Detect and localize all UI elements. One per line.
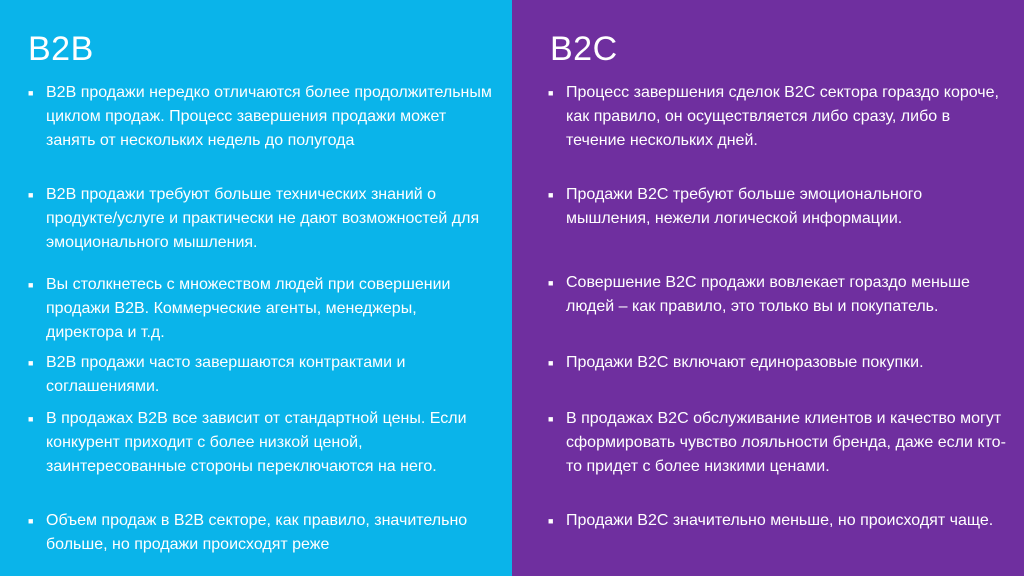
bullet-text: В продажах B2C обслуживание клиентов и качество могут сформировать чувство лояльности бренда, даже если кто-то придет с более низкими ценами. xyxy=(566,410,1006,475)
bullet-text: Процесс завершения сделок B2C сектора гораздо короче, как правило, он осуществляется либо сразу, либо в течение нескольких дней. xyxy=(566,84,999,149)
b2b-bullet-5 xyxy=(28,407,498,479)
b2c-bullet-6 xyxy=(548,509,1008,533)
bullet-square-icon: ■ xyxy=(28,414,34,424)
b2b-bullet-3 xyxy=(28,273,498,345)
bullet-text: Продажи B2C требуют больше эмоционального мышления, нежели логической информации. xyxy=(566,186,923,227)
b2c-bullet-2 xyxy=(548,183,1008,231)
b2b-bullet-2 xyxy=(28,183,498,255)
b2c-heading: B2C xyxy=(550,30,618,68)
b2c-bullet-5 xyxy=(548,407,1008,479)
bullet-square-icon: ■ xyxy=(548,88,554,98)
bullet-square-icon: ■ xyxy=(548,414,554,424)
b2c-panel xyxy=(512,0,1024,576)
b2c-bullet-3 xyxy=(548,271,1008,319)
bullet-square-icon: ■ xyxy=(28,280,34,290)
bullet-square-icon: ■ xyxy=(28,358,34,368)
bullet-text: В продажах B2B все зависит от стандартной цены. Если конкурент приходит с более низкой ценой, заинтересованные стороны переключаются на него. xyxy=(46,410,467,475)
b2c-bullet-1 xyxy=(548,81,1008,153)
bullet-text: Продажи B2C значительно меньше, но происходят чаще. xyxy=(566,512,994,529)
b2b-bullet-4 xyxy=(28,351,498,399)
bullet-square-icon: ■ xyxy=(548,190,554,200)
b2b-bullet-6 xyxy=(28,509,498,557)
b2c-bullet-4 xyxy=(548,351,1008,375)
b2b-bullet-1 xyxy=(28,81,498,153)
bullet-text: B2B продажи требуют больше технических знаний о продукте/услуге и практически не дают возможностей для эмоционального мышления. xyxy=(46,186,480,251)
bullet-text: Вы столкнетесь с множеством людей при совершении продажи B2B. Коммерческие агенты, менеджеры, директора и т.д. xyxy=(46,276,451,341)
bullet-square-icon: ■ xyxy=(28,190,34,200)
bullet-text: Объем продаж в B2B секторе, как правило, значительно больше, но продажи происходят реже xyxy=(46,512,468,553)
bullet-square-icon: ■ xyxy=(548,358,554,368)
bullet-square-icon: ■ xyxy=(28,88,34,98)
bullet-square-icon: ■ xyxy=(28,516,34,526)
bullet-text: Совершение B2C продажи вовлекает гораздо меньше людей – как правило, это только вы и покупатель. xyxy=(566,274,970,315)
bullet-square-icon: ■ xyxy=(548,278,554,288)
bullet-square-icon: ■ xyxy=(548,516,554,526)
bullet-text: B2B продажи нередко отличаются более продолжительным циклом продаж. Процесс завершения продажи может занять от нескольких недель до полугода xyxy=(46,84,492,149)
b2b-heading: B2B xyxy=(28,30,94,68)
bullet-text: B2B продажи часто завершаются контрактами и соглашениями. xyxy=(46,354,406,395)
bullet-text: Продажи B2C включают единоразовые покупки. xyxy=(566,354,924,371)
